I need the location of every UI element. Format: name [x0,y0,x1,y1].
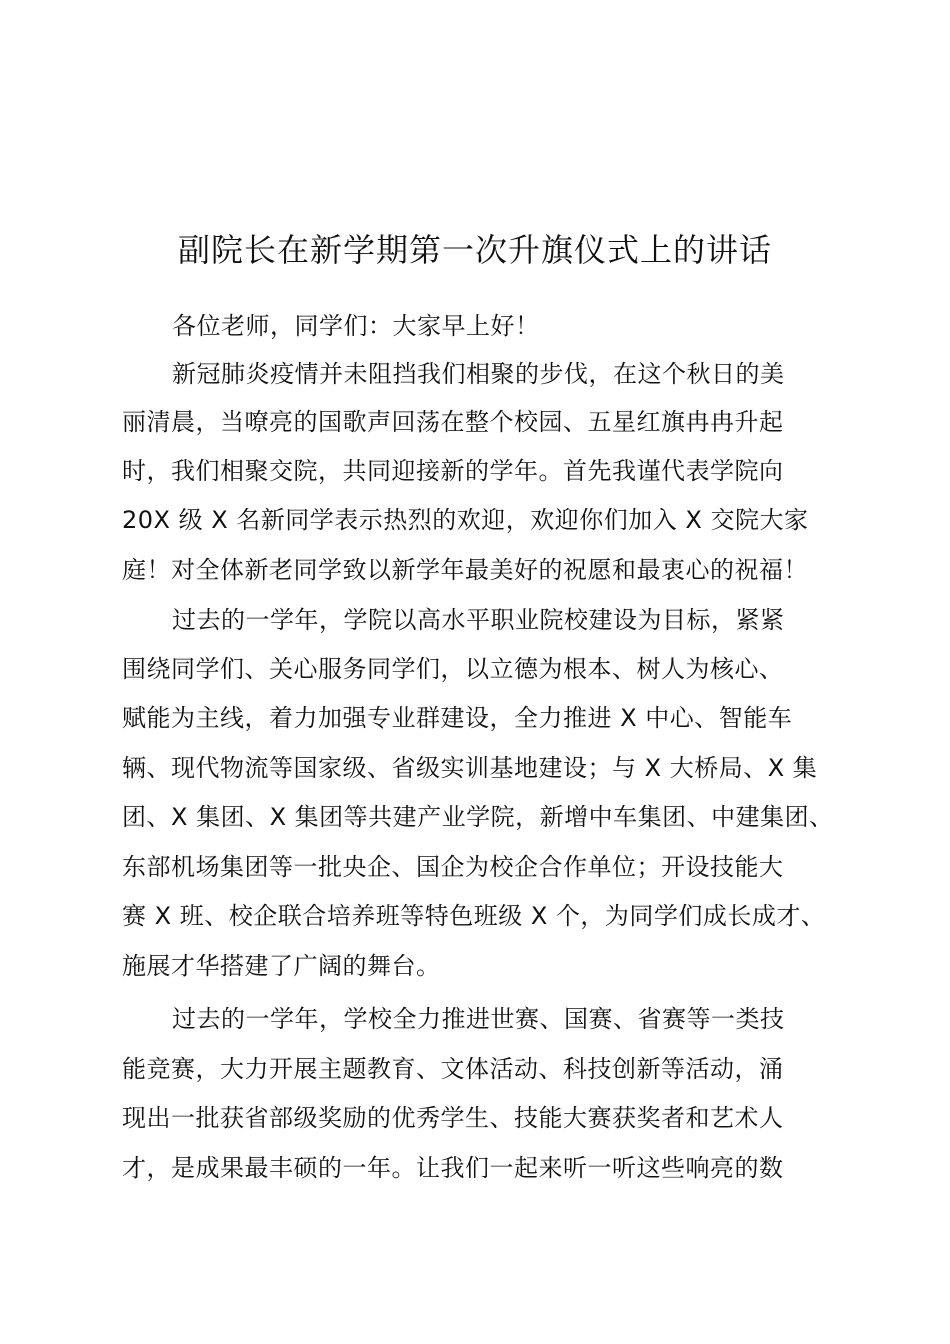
paragraph-line: 过去的一学年，学校全力推进世赛、国赛、省赛等一类技 [172,1005,785,1033]
greeting-line: 各位老师，同学们：大家早上好！ [172,312,540,340]
paragraph-line: 施展才华搭建了广阔的舞台。 [122,952,441,980]
paragraph-line: 东部机场集团等一批央企、国企为校企合作单位；开设技能大 [122,853,784,881]
paragraph-line: 新冠肺炎疫情并未阻挡我们相聚的步伐，在这个秋日的美 [172,360,785,388]
paragraph-line: 能竞赛，大力开展主题教育、文体活动、科技创新等活动，涌 [122,1055,784,1083]
page-title: 副院长在新学期第一次升旗仪式上的讲话 [177,231,772,269]
paragraph-line: 赛 X 班、校企联合培养班等特色班级 X 个，为同学们成长成才、 [122,902,826,930]
paragraph-line: 辆、现代物流等国家级、省级实训基地建设；与 X 大桥局、X 集 [122,754,818,782]
paragraph-line: 20X 级 X 名新同学表示热烈的欢迎，欢迎你们加入 X 交院大家 [122,506,809,534]
paragraph-line: 丽清晨，当嘹亮的国歌声回荡在整个校园、五星红旗冉冉升起 [122,408,784,436]
paragraph-line: 庭！对全体新老同学致以新学年最美好的祝愿和最衷心的祝福！ [122,556,808,584]
paragraph-line: 现出一批获省部级奖励的优秀学生、技能大赛获奖者和艺术人 [122,1104,784,1132]
paragraph-line: 才，是成果最丰硕的一年。让我们一起来听一听这些响亮的数 [122,1154,784,1182]
paragraph-line: 时，我们相聚交院，共同迎接新的学年。首先我谨代表学院向 [122,457,784,485]
paragraph-line: 过去的一学年，学院以高水平职业院校建设为目标，紧紧 [172,606,785,634]
paragraph-line: 赋能为主线，着力加强专业群建设，全力推进 X 中心、智能车 [122,704,793,732]
paragraph-line: 团、X 集团、X 集团等共建产业学院，新增中车集团、中建集团、 [122,803,834,831]
paragraph-line: 围绕同学们、关心服务同学们，以立德为根本、树人为核心、 [122,655,784,683]
